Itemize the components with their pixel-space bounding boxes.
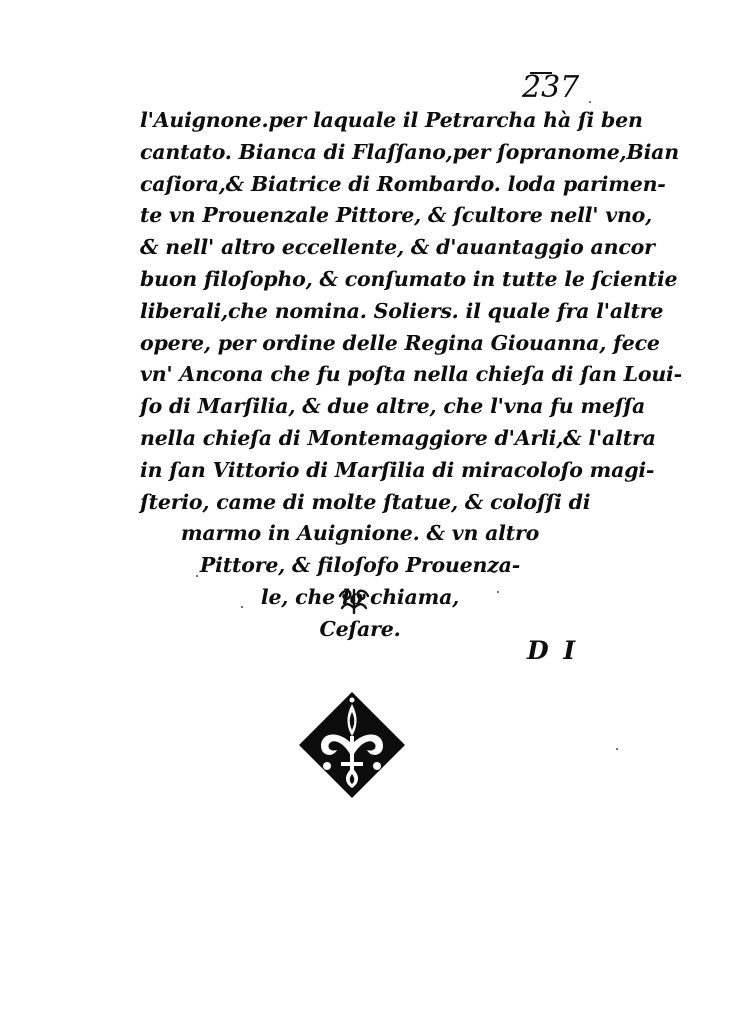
paper-speck: [497, 591, 499, 593]
text-line: in ſan Vittorio di Marſilia di miracoloſo magi-: [140, 457, 655, 482]
fleuron-icon: [336, 586, 372, 616]
text-line: Pittore, & filoſofo Prouenza-: [199, 553, 521, 578]
fleur-de-lis-ornament-icon: [297, 690, 407, 800]
text-line: & nell' altro eccellente, & d'auantaggio ancor: [140, 235, 655, 260]
text-line: liberali,che nomina. Soliers. il quale fra l'altre: [140, 298, 664, 323]
text-line: Ceſare.: [319, 616, 401, 641]
text-line: vn' Ancona che fu poſta nella chieſa di ſan Loui-: [140, 362, 682, 387]
paper-speck: [196, 575, 198, 577]
text-line: nella chieſa di Montemaggiore d'Arli,& l'altra: [140, 425, 656, 450]
text-line: l'Auignone.per laquale il Petrarcha hà ſi ben: [140, 108, 643, 132]
paper-speck: [241, 606, 243, 608]
text-line: marmo in Auignione. & vn altro: [180, 521, 540, 546]
text-line: ſterio, came di molte ſtatue, & coloſſi di: [140, 489, 591, 514]
text-line: cantato. Bianca di Flaſſano,per ſopranome,Bian: [140, 139, 679, 164]
page-number: 237: [522, 70, 580, 105]
body-text: [140, 105, 682, 646]
paper-speck: [616, 748, 618, 750]
text-line: le, che lo chiama,: [260, 584, 460, 609]
text-line: caſiora,& Biatrice di Rombardo. loda parimen-: [140, 171, 666, 196]
catchword: D I: [527, 636, 579, 665]
text-line: buon filoſopho, & conſumato in tutte le ſcientie: [140, 266, 678, 291]
text-line: te vn Prouenzale Pittore, & ſcultore nell' vno,: [140, 203, 653, 228]
text-line: ſo di Marſilia, & due altre, che l'vna fu meſſa: [140, 394, 646, 419]
paper-speck: [589, 101, 591, 103]
text-line: opere, per ordine delle Regina Giouanna, fece: [140, 330, 660, 355]
